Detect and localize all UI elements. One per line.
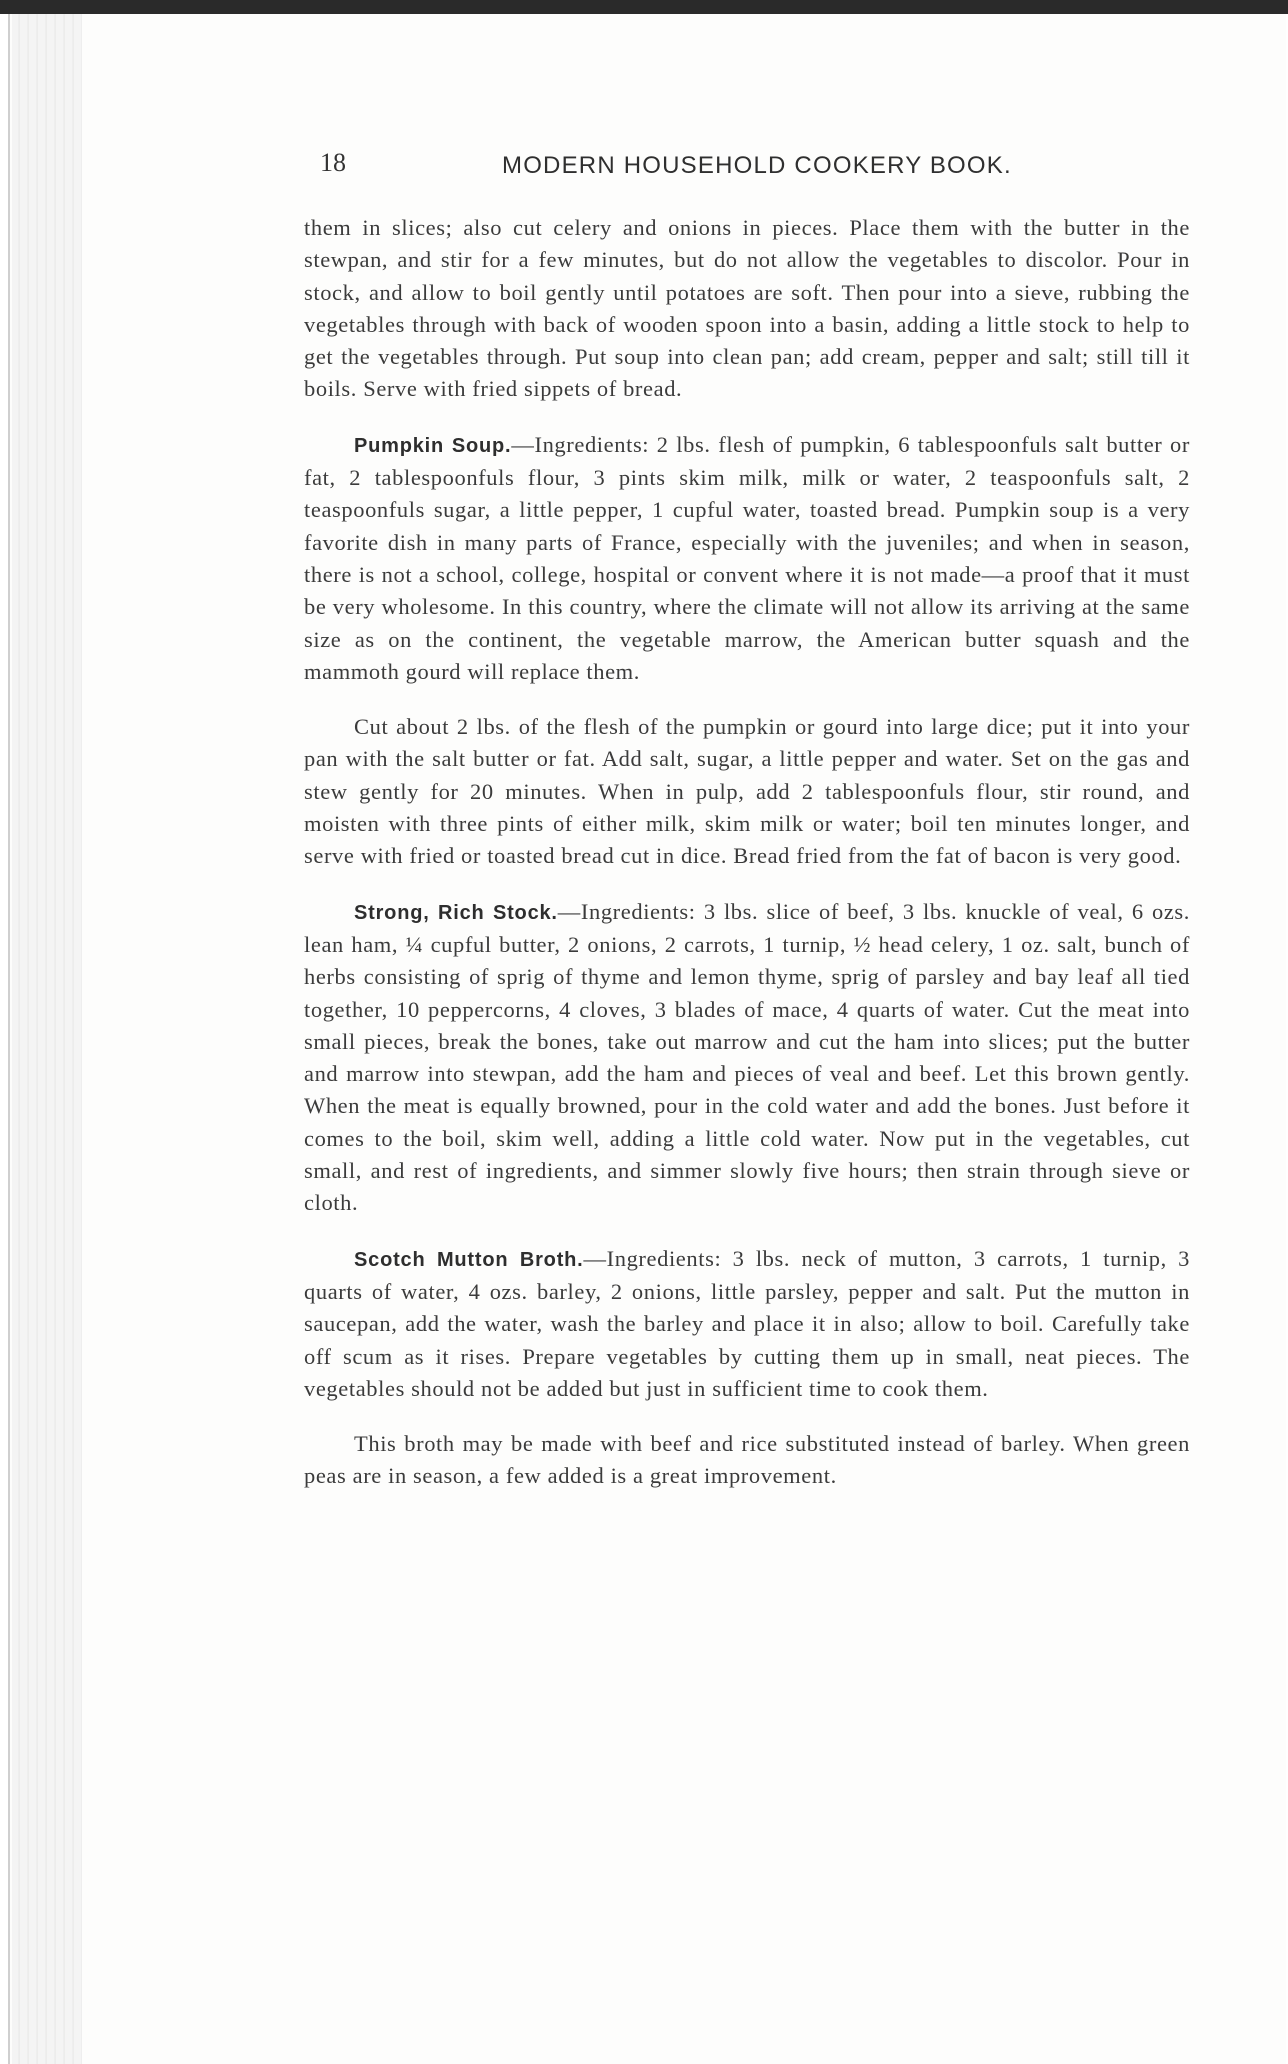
page-header <box>320 148 1220 188</box>
paragraph-broth-note <box>304 1428 1190 1493</box>
page-binding-edge <box>12 14 82 2064</box>
recipe-heading: Pumpkin Soup. <box>354 434 512 457</box>
recipe-heading: Scotch Mutton Broth. <box>354 1248 584 1271</box>
paragraph-text: —Ingredients: 3 lbs. neck of mutton, 3 carrots, 1 turnip, 3 quarts of water, 4 ozs. barley, 2 onions, little parsley, pepper and salt. Put the mutton in saucepan, add the water, wash the barley and place it in also; allow to boil. Carefully take off scum as it rises. Prepare vegetables by cutting them up in small, neat pieces. The vegetables should not be added but just in sufficient time to cook them. <box>304 1245 1190 1401</box>
paragraph-continued <box>304 212 1190 406</box>
paragraph-text: Cut about 2 lbs. of the flesh of the pumpkin or gourd into large dice; put it into your pan with the salt butter or fat. Add salt, sugar, a little pepper and water. Set on the gas and stew gently for 20 minutes. When in pulp, add 2 tablespoonfuls flour, stir round, and moisten with three pints of either milk, skim milk or water; boil ten minutes longer, and serve with fried or toasted bread cut in dice. Bread fried from the fat of bacon is very good. <box>304 714 1190 869</box>
paragraph-text: —Ingredients: 2 lbs. flesh of pumpkin, 6 tablespoonfuls salt butter or fat, 2 tablespoonfuls flour, 3 pints skim milk, milk or water, 2 teaspoonfuls salt, 2 teaspoonfuls sugar, a little pepper, 1 cupful water, toasted bread. Pumpkin soup is a very favorite dish in many parts of France, especially with the juveniles; and when in season, there is not a school, college, hospital or convent where it is not made—a proof that it must be very wholesome. In this country, where the climate will not allow its arriving at the same size as on the continent, the vegetable marrow, the American butter squash and the mammoth gourd will replace them. <box>304 431 1190 684</box>
running-head: MODERN HOUSEHOLD COOKERY BOOK. <box>502 152 1012 179</box>
recipe-heading: Strong, Rich Stock. <box>354 901 558 924</box>
text-column <box>304 212 1190 1516</box>
recipe-strong-rich-stock <box>304 896 1190 1220</box>
recipe-pumpkin-soup <box>304 429 1190 688</box>
paragraph-text: —Ingredients: 3 lbs. slice of beef, 3 lbs. knuckle of veal, 6 ozs. lean ham, ¼ cupful butter, 2 onions, 2 carrots, 1 turnip, ½ head celery, 1 oz. salt, bunch of herbs consisting of sprig of thyme and lemon thyme, sprig of parsley and bay leaf all tied together, 10 peppercorns, 4 cloves, 3 blades of mace, 4 quarts of water. Cut the meat into small pieces, break the bones, take out marrow and cut the ham into slices; put the butter and marrow into stewpan, add the ham and pieces of veal and beef. Let this brown gently. When the meat is equally browned, pour in the cold water and add the bones. Just before it comes to the boil, skim well, adding a little cold water. Now put in the vegetables, cut small, and rest of ingredients, and simmer slowly five hours; then strain through sieve or cloth. <box>304 898 1190 1216</box>
page-number: 18 <box>320 148 346 177</box>
paragraph-pumpkin-method <box>304 711 1190 872</box>
scan-top-edge <box>0 0 1288 14</box>
recipe-scotch-mutton-broth <box>304 1243 1190 1405</box>
paragraph-text: This broth may be made with beef and rice substituted instead of barley. When green peas are in season, a few added is a great improvement. <box>304 1431 1190 1489</box>
paragraph-text: them in slices; also cut celery and onions in pieces. Place them with the butter in the stewpan, and stir for a few minutes, but do not allow the vegetables to discolor. Pour in stock, and allow to boil gently until potatoes are soft. Then pour into a sieve, rubbing the vegetables through with back of wooden spoon into a basin, adding a little stock to help to get the vegetables through. Put soup into clean pan; add cream, pepper and salt; still till it boils. Serve with fried sippets of bread. <box>304 215 1190 402</box>
